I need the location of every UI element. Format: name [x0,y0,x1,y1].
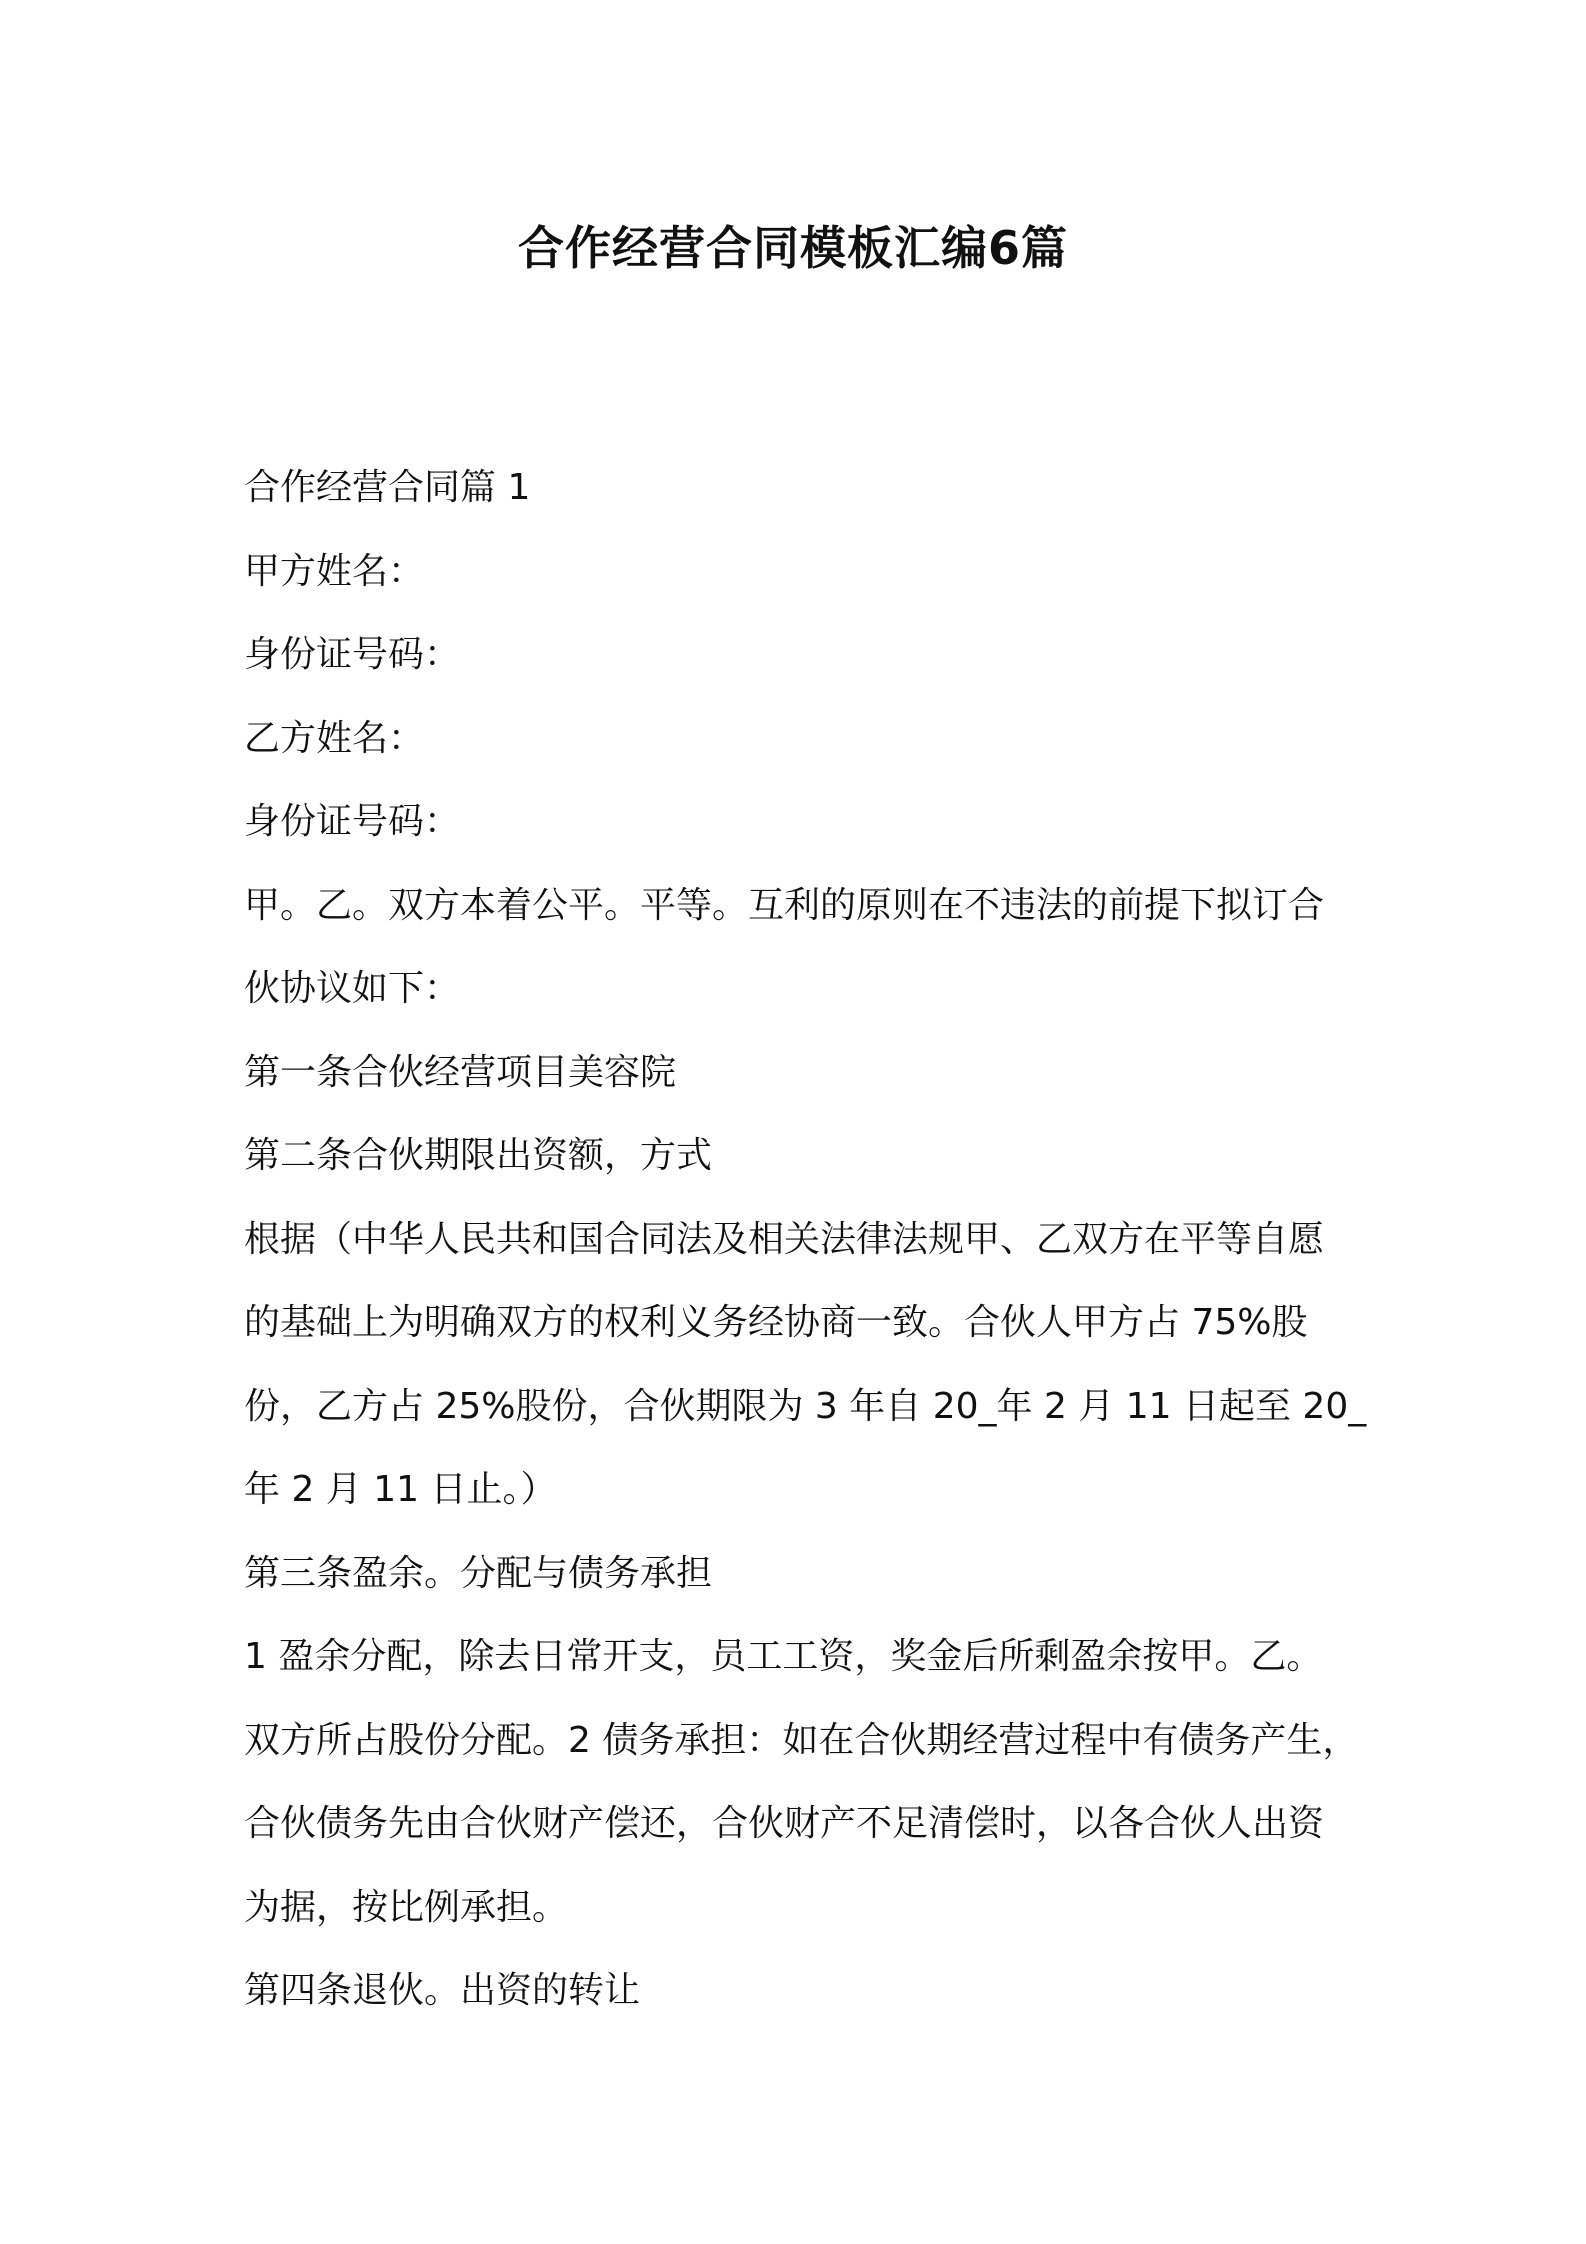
paragraph-line: 年 2 月 11 日止。） [244,1469,557,1510]
article-heading: 第四条退伙。出资的转让 [244,1970,641,2011]
paragraph-line: 的基础上为明确双方的权利义务经协商一致。合伙人甲方占 75%股 [244,1302,1308,1343]
party-b-id-label: 身份证号码： [244,801,461,842]
paragraph-line: 根据（中华人民共和国合同法及相关法律法规甲、乙双方在平等自愿 [244,1218,1325,1260]
article-heading: 第一条合伙经营项目美容院 [244,1051,677,1093]
paragraph-line: 伙协议如下： [244,968,461,1009]
article-heading: 第三条盈余。分配与债务承担 [244,1552,713,1594]
party-b-name-label: 乙方姓名： [244,717,425,759]
document-body [244,446,1367,2033]
document-title: 合作经营合同模板汇编6篇 [517,221,1068,275]
paragraph-line: 1 盈余分配，除去日常开支，员工工资，奖金后所剩盈余按甲。乙。 [244,1636,1323,1677]
paragraph-line: 合伙债务先由合伙财产偿还，合伙财产不足清偿时，以各合伙人出资 [244,1803,1325,1844]
paragraph-line: 甲。乙。双方本着公平。平等。互利的原则在不违法的前提下拟订合 [244,884,1325,926]
article-heading: 第二条合伙期限出资额，方式 [244,1135,713,1176]
party-a-id-label: 身份证号码： [244,634,461,675]
paragraph-line: 份，乙方占 25%股份，合伙期限为 3 年自 20_年 2 月 11 日起至 20_ [244,1385,1367,1427]
paragraph-line: 为据，按比例承担。 [244,1886,569,1928]
section-heading: 合作经营合同篇 1 [244,467,531,508]
party-a-name-label: 甲方姓名： [244,550,425,592]
paragraph-line: 双方所占股份分配。2 债务承担：如在合伙期经营过程中有债务产生， [244,1719,1359,1761]
